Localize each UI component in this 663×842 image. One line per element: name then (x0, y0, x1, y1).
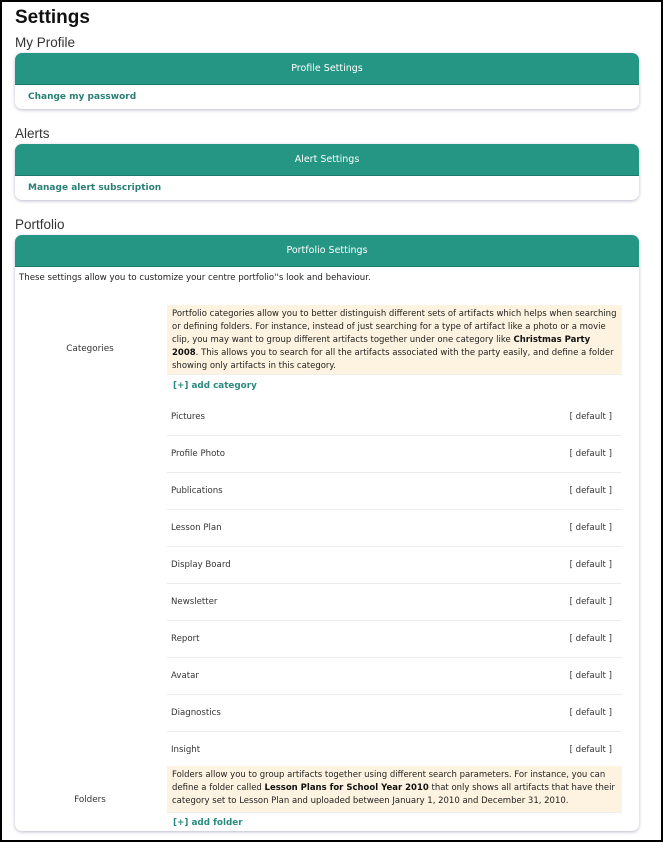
category-default-tag[interactable]: [ default ] (569, 523, 612, 533)
category-default-tag[interactable]: [ default ] (569, 634, 612, 644)
alert-settings-card (15, 144, 639, 200)
change-password-link[interactable]: Change my password (28, 92, 137, 102)
category-row-report (167, 621, 622, 658)
portfolio-settings-header: Portfolio Settings (15, 235, 639, 267)
category-name: Insight (171, 745, 201, 755)
categories-note-example: Christmas Party 2008 (172, 335, 591, 358)
category-name: Report (171, 634, 200, 644)
folders-note-example: Lesson Plans for School Year 2010 (264, 783, 429, 793)
alert-settings-header: Alert Settings (15, 144, 639, 176)
folders-label: Folders (74, 795, 106, 805)
category-name: Display Board (171, 560, 231, 570)
manage-alert-subscription-link[interactable]: Manage alert subscription (28, 183, 162, 193)
folders-note-text-2: that only shows all artifacts that have their category set to Lesson Plan and uploaded between January 1, 2010 and December 31, 2010. (172, 783, 615, 806)
add-folder-link[interactable]: [+] add folder (173, 818, 243, 828)
category-default-tag[interactable]: [ default ] (569, 412, 612, 422)
category-row-diagnostics (167, 695, 622, 732)
category-row-insight (167, 732, 622, 769)
category-row-publications (167, 473, 622, 510)
profile-settings-card (15, 53, 639, 109)
page-title: Settings (15, 7, 90, 28)
category-default-tag[interactable]: [ default ] (569, 708, 612, 718)
categories-help-note (167, 305, 622, 375)
category-default-tag[interactable]: [ default ] (569, 745, 612, 755)
category-default-tag[interactable]: [ default ] (569, 671, 612, 681)
category-row-pictures (167, 399, 622, 436)
category-name: Publications (171, 486, 223, 496)
section-title-alerts: Alerts (15, 126, 50, 141)
category-default-tag[interactable]: [ default ] (569, 597, 612, 607)
category-name: Pictures (171, 412, 206, 422)
category-row-profile-photo (167, 436, 622, 473)
category-name: Lesson Plan (171, 523, 222, 533)
category-row-display-board (167, 547, 622, 584)
category-name: Profile Photo (171, 449, 225, 459)
folders-note-text-1: Folders allow you to group artifacts together using different search parameters. For instance, you can define a folder called (172, 770, 606, 793)
section-title-my-profile: My Profile (15, 35, 76, 50)
category-default-tag[interactable]: [ default ] (569, 449, 612, 459)
section-title-portfolio: Portfolio (15, 217, 65, 232)
categories-note-text-1: Portfolio categories allow you to better distinguish different sets of artifacts which helps when searching or defining folders. For instance, instead of just searching for a type of artifact like a photo or a movie clip, you may want to group different artifacts together under one category like (172, 309, 617, 345)
category-row-newsletter (167, 584, 622, 621)
categories-note-text-2: . This allows you to search for all the artifacts associated with the party easily, and define a folder showing only artifacts in this category. (172, 348, 614, 371)
category-name: Newsletter (171, 597, 218, 607)
categories-label: Categories (66, 344, 114, 354)
portfolio-intro-text: These settings allow you to customize your centre portfolio''s look and behaviour. (19, 273, 371, 283)
portfolio-settings-card (15, 235, 639, 831)
folders-help-note (167, 766, 622, 813)
category-name: Avatar (171, 671, 199, 681)
category-name: Diagnostics (171, 708, 221, 718)
category-row-avatar (167, 658, 622, 695)
category-row-lesson-plan (167, 510, 622, 547)
profile-settings-header: Profile Settings (15, 53, 639, 85)
category-list (167, 399, 622, 769)
category-default-tag[interactable]: [ default ] (569, 486, 612, 496)
add-category-link[interactable]: [+] add category (173, 381, 257, 391)
category-default-tag[interactable]: [ default ] (569, 560, 612, 570)
